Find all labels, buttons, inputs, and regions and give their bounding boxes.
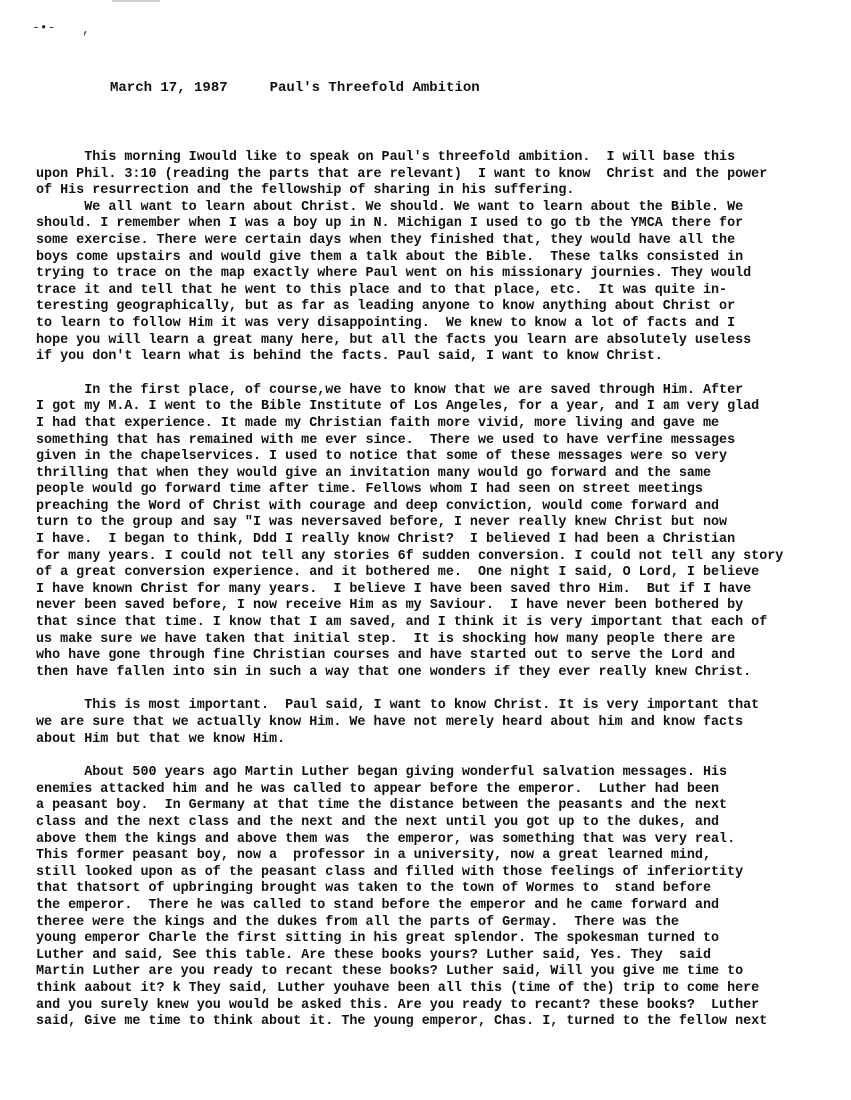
paragraph-gap bbox=[36, 681, 816, 698]
text-line: that since that time. I know that I am saved, and I think it is very important that each of bbox=[36, 615, 768, 631]
text-line: above them the kings and above them was the emperor, was something that was very real. bbox=[36, 831, 736, 847]
text-line: the emperor. There he was called to stand before the emperor and he came forward and bbox=[36, 897, 720, 913]
text-line: us make sure we have taken that initial step. It is shocking how many people there are bbox=[36, 631, 736, 647]
text-line: given in the chapelservices. I used to notice that some of these messages were so very bbox=[36, 449, 728, 465]
text-line: I have. I began to think, Ddd I really know Christ? I believed I had been a Christian bbox=[36, 532, 736, 548]
text-line: a peasant boy. In Germany at that time the distance between the peasants and the next bbox=[36, 798, 728, 814]
text-line: thrilling that when they would give an invitation many would go forward and the same bbox=[36, 465, 711, 481]
text-line: something that has remained with me ever since. There we used to have verfine messages bbox=[36, 432, 736, 448]
text-line: some exercise. There were certain days when they finished that, they would have all the bbox=[36, 232, 736, 248]
text-line: think aabout it? k They said, Luther youhave been all this (time of the) trip to come here bbox=[36, 980, 760, 996]
text-line: teresting geographically, but as far as leading anyone to know anything about Christ or bbox=[36, 299, 736, 315]
text-line: upon Phil. 3:10 (reading the parts that are relevant) I want to know Christ and the power bbox=[36, 166, 768, 182]
text-line: should. I remember when I was a boy up in N. Michigan I used to go tb the YMCA there for bbox=[36, 216, 744, 232]
text-line: boys come upstairs and would give them a talk about the Bible. These talks consisted in bbox=[36, 249, 744, 265]
document-header bbox=[110, 80, 480, 96]
text-line: hope you will learn a great many here, but all the facts you learn are absolutely useless bbox=[36, 332, 752, 348]
document-title: Paul's Threefold Ambition bbox=[269, 80, 480, 96]
paragraph-gap bbox=[36, 366, 816, 383]
text-line: This morning Iwould like to speak on Paul's threefold ambition. I will base this bbox=[36, 150, 736, 165]
text-line: In the first place, of course,we have to know that we are saved through Him. After bbox=[36, 382, 744, 398]
text-line: of His resurrection and the fellowship of sharing in his suffering. bbox=[36, 183, 575, 199]
text-line: then have fallen into sin in such a way that one wonders if they ever really knew Christ. bbox=[36, 664, 752, 680]
paragraph bbox=[36, 383, 816, 682]
scan-smudge bbox=[112, 0, 160, 2]
text-line: Luther and said, See this table. Are these books yours? Luther said, Yes. They said bbox=[36, 947, 711, 963]
text-line: still looked upon as of the peasant class and filled with those feelings of inferiortity bbox=[36, 864, 744, 880]
text-line: enemies attacked him and he was called to appear before the emperor. Luther had been bbox=[36, 781, 720, 797]
scan-mark-right: , bbox=[82, 22, 90, 37]
text-line: for many years. I could not tell any stories 6f sudden conversion. I could not tell any story bbox=[36, 548, 784, 564]
text-line: about Him but that we know Him. bbox=[36, 731, 286, 747]
text-line: said, Give me time to think about it. The young emperor, Chas. I, turned to the fellow next bbox=[36, 1014, 768, 1030]
text-line: and you surely knew you would be asked this. Are you ready to recant? these books? Luther bbox=[36, 997, 760, 1013]
paragraph bbox=[36, 765, 816, 1031]
text-line: we are sure that we actually know Him. We have not merely heard about him and know facts bbox=[36, 715, 744, 730]
scan-mark-left: -•- bbox=[32, 20, 56, 35]
text-line: people would go forward time after time. Fellows whom I had seen on street meetings bbox=[36, 482, 703, 498]
paragraph bbox=[36, 698, 816, 748]
document-date: March 17, 1987 bbox=[110, 80, 228, 96]
text-line: I had that experience. It made my Christian faith more vivid, more living and gave me bbox=[36, 415, 720, 431]
text-line: who have gone through fine Christian courses and have started out to serve the Lord and bbox=[36, 648, 736, 664]
text-line: that thatsort of upbringing brought was taken to the town of Wormes to stand before bbox=[36, 881, 711, 897]
text-line: trying to trace on the map exactly where Paul went on his missionary journies. They would bbox=[36, 266, 752, 282]
paragraph bbox=[36, 150, 816, 200]
text-line: This is most important. Paul said, I want to know Christ. It is very important that bbox=[36, 698, 760, 714]
text-line: class and the next class and the next and the next until you got up to the dukes, and bbox=[36, 814, 720, 830]
text-line: theree were the kings and the dukes from all the parts of Germay. There was the bbox=[36, 914, 679, 930]
text-line: I got my M.A. I went to the Bible Institute of Los Angeles, for a year, and I am very glad bbox=[36, 399, 760, 415]
text-line: preaching the Word of Christ with courage and deep conviction, would come forward and bbox=[36, 498, 720, 514]
text-line: turn to the group and say "I was neversaved before, I never really knew Christ but now bbox=[36, 515, 728, 531]
text-line: This former peasant boy, now a professor in a university, now a great learned mind, bbox=[36, 848, 711, 864]
text-line: to learn to follow Him it was very disappointing. We knew to know a lot of facts and I bbox=[36, 315, 736, 331]
text-line: I have known Christ for many years. I believe I have been saved thro Him. But if I have bbox=[36, 581, 752, 597]
text-line: never been saved before, I now receive Him as my Saviour. I have never been bothered by bbox=[36, 598, 744, 614]
text-line: Martin Luther are you ready to recant these books? Luther said, Will you give me time to bbox=[36, 964, 744, 980]
sermon-body bbox=[36, 150, 816, 1031]
text-line: of a great conversion experience. and it bothered me. One night I said, O Lord, I believe bbox=[36, 565, 760, 581]
text-line: if you don't learn what is behind the facts. Paul said, I want to know Christ. bbox=[36, 349, 663, 365]
text-line: We all want to learn about Christ. We should. We want to learn about the Bible. We bbox=[36, 199, 744, 215]
text-line: About 500 years ago Martin Luther began giving wonderful salvation messages. His bbox=[36, 765, 728, 781]
text-line: trace it and tell that he went to this place and to that place, etc. It was quite in- bbox=[36, 282, 728, 298]
paragraph-gap bbox=[36, 748, 816, 765]
text-line: young emperor Charle the first sitting in his great splendor. The spokesman turned to bbox=[36, 931, 720, 947]
paragraph bbox=[36, 200, 816, 366]
